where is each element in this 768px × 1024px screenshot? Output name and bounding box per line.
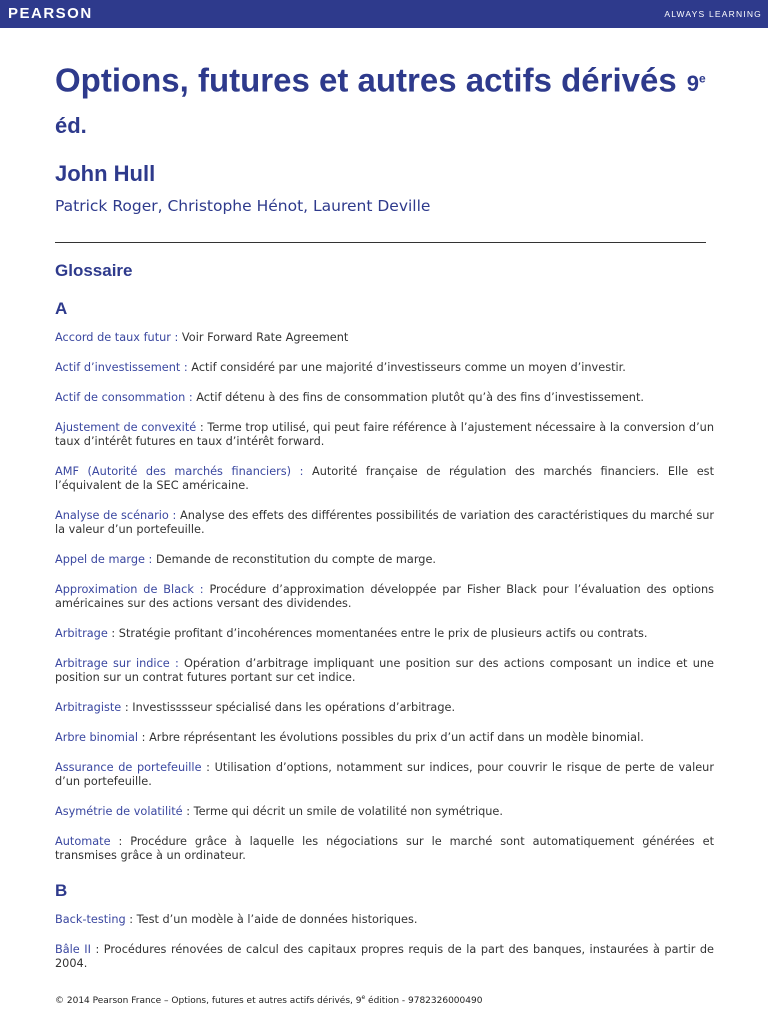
- glossary-definition: Voir Forward Rate Agreement: [178, 331, 349, 344]
- glossary-term: Bâle II: [55, 943, 91, 956]
- glossary-term: Approximation de Black :: [55, 583, 204, 596]
- glossary-definition: : Utilisation d’options, notamment sur indices, pour couvrir le risque de perte de valeur d’un portefeuille.: [55, 761, 714, 788]
- glossary-term: Actif d’investissement :: [55, 361, 188, 374]
- glossary-entry: [55, 761, 714, 789]
- glossary-entry: [55, 391, 714, 405]
- glossary-term: Analyse de scénario :: [55, 509, 177, 522]
- copyright-footer: [55, 994, 482, 1006]
- glossary-definition: Actif considéré par une majorité d’investisseurs comme un moyen d’investir.: [187, 361, 626, 374]
- edition-number: 9: [686, 71, 699, 97]
- glossary-term: Actif de consommation :: [55, 391, 193, 404]
- author: John Hull: [55, 161, 156, 187]
- co-authors: Patrick Roger, Christophe Hénot, Laurent Deville: [55, 197, 431, 216]
- book-header: [55, 60, 715, 215]
- divider: [55, 242, 706, 243]
- publisher-banner: [0, 0, 768, 28]
- glossary-definition: : Test d’un modèle à l’aide de données historiques.: [125, 913, 418, 926]
- glossary-definition: : Procédures rénovées de calcul des capitaux propres requis de la part des banques, instaurées à partir de 2004.: [55, 943, 714, 970]
- glossary-entry: [55, 361, 714, 375]
- glossary-definition: Autorité française de régulation des marchés financiers. Elle est l’équivalent de la SEC américaine.: [55, 465, 714, 492]
- glossary-entry: [55, 943, 714, 971]
- glossary-entry: [55, 701, 714, 715]
- publisher-logo: PEARSON: [8, 5, 93, 22]
- book-title-text: Options, futures et autres actifs dérivés: [55, 61, 677, 99]
- glossary-definition: Analyse des effets des différentes possibilités de variation des caractéristiques du marché sur la valeur d’un portefeuille.: [55, 509, 715, 536]
- glossary-definition: : Procédure grâce à laquelle les négociations sur le marché sont automatiquement générées et transmises grâce à un ordinateur.: [55, 835, 714, 862]
- glossary-entry: [55, 731, 714, 745]
- glossary-entry: [55, 583, 714, 611]
- glossary-term: Back-testing: [55, 913, 126, 926]
- section-letter: A: [55, 299, 68, 318]
- glossary-entry: [55, 465, 714, 493]
- glossary-definition: Demande de reconstitution du compte de marge.: [152, 553, 437, 566]
- glossary-section-b: [55, 881, 714, 971]
- glossary-entry: [55, 553, 714, 567]
- publisher-slogan: ALWAYS LEARNING: [664, 9, 762, 19]
- edition-superscript: e: [698, 72, 706, 86]
- glossary-entry: [55, 835, 714, 863]
- glossary-term: Ajustement de convexité: [55, 421, 197, 434]
- glossary-definition: : Investisssseur spécialisé dans les opérations d’arbitrage.: [121, 701, 456, 714]
- section-letter: B: [55, 881, 68, 900]
- glossary-definition: : Terme qui décrit un smile de volatilité non symétrique.: [182, 805, 503, 818]
- glossary-term: Asymétrie de volatilité: [55, 805, 183, 818]
- edition-abbrev: éd.: [55, 113, 87, 139]
- glossary-term: Automate: [55, 835, 111, 848]
- footer-superscript: e: [361, 994, 366, 1001]
- glossary: [55, 261, 714, 987]
- glossary-entry: [55, 331, 714, 345]
- footer-text-end: édition - 9782326000490: [365, 996, 483, 1006]
- glossary-term: Arbre binomial: [55, 731, 139, 744]
- glossary-definition: Opération d’arbitrage impliquant une position sur des actions composant un indice et une position sur un contrat futures portant sur cet indice.: [55, 657, 714, 684]
- glossary-term: Arbitragiste: [55, 701, 122, 714]
- glossary-section-a: [55, 299, 714, 863]
- glossary-term: Arbitrage: [55, 627, 108, 640]
- glossary-term: Assurance de portefeuille: [55, 761, 202, 774]
- glossary-term: Accord de taux futur :: [55, 331, 179, 344]
- glossary-definition: : Arbre réprésentant les évolutions possibles du prix d’un actif dans un modèle binomial.: [138, 731, 644, 744]
- glossary-entry: [55, 657, 714, 685]
- glossary-term: Appel de marge :: [55, 553, 153, 566]
- glossary-entry: [55, 805, 714, 819]
- glossary-definition: : Terme trop utilisé, qui peut faire référence à l’ajustement nécessaire à la conversion d’un taux d’intérêt futures en taux d’intérêt forward.: [55, 421, 714, 448]
- glossary-entry: [55, 509, 714, 537]
- glossary-definition: Actif détenu à des fins de consommation plutôt qu’à des fins d’investissement.: [192, 391, 644, 404]
- glossary-definition: : Stratégie profitant d’incohérences momentanées entre le prix de plusieurs actifs ou contrats.: [107, 627, 648, 640]
- glossary-entry: [55, 913, 714, 927]
- book-title: [55, 60, 715, 145]
- glossary-entry: [55, 421, 714, 449]
- glossary-term: Arbitrage sur indice :: [55, 657, 179, 670]
- glossary-definition: Procédure d’approximation développée par Fisher Black pour l’évaluation des options américaines sur des actions versant des dividendes.: [55, 583, 714, 610]
- footer-text: © 2014 Pearson France – Options, futures et autres actifs dérivés, 9: [55, 996, 362, 1006]
- glossary-term: AMF (Autorité des marchés financiers) :: [55, 465, 304, 478]
- glossary-title: Glossaire: [55, 261, 133, 280]
- glossary-entry: [55, 627, 714, 641]
